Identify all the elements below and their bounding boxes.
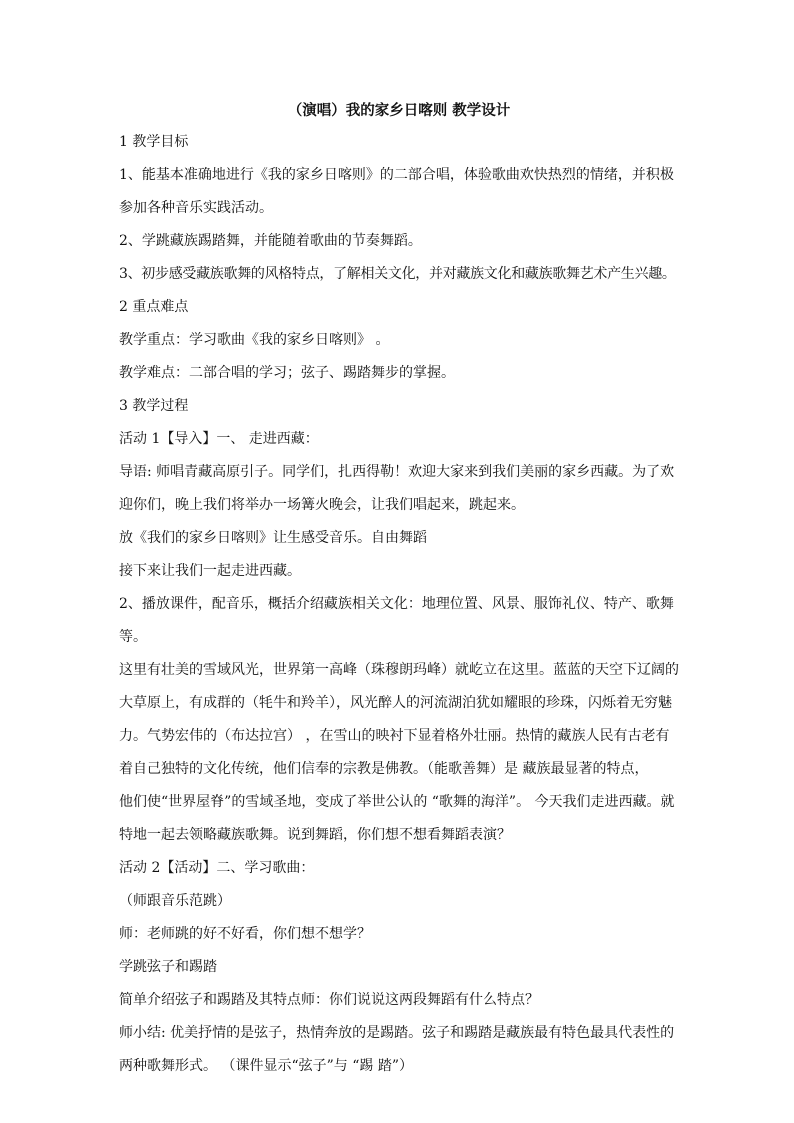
- paragraph-line: 这里有壮美的雪域风光，世界第一高峰（珠穆朗玛峰）就屹立在这里。蓝蓝的天空下辽阔的: [119, 662, 679, 678]
- paragraph-line: 简单介绍弦子和踢踏及其特点师：你们说说这两段舞蹈有什么特点？: [119, 992, 539, 1008]
- paragraph-line: 他们使“世界屋脊”的雪域圣地，变成了举世公认的 “歌舞的海洋”。 今天我们走进西藏。就: [119, 794, 675, 810]
- paragraph-line: 放《我们的家乡日喀则》让生感受音乐。自由舞蹈: [119, 530, 427, 546]
- paragraph-line: 2、学跳藏族踢踏舞，并能随着歌曲的节奏舞蹈。: [119, 233, 422, 249]
- paragraph-line: 力。气势宏伟的（布达拉宫） ，在雪山的映衬下显着格外壮丽。热情的藏族人民有古老有: [119, 728, 670, 744]
- paragraph-line: 等。: [119, 629, 147, 645]
- paragraph-line: 两种歌舞形式。 （课件显示“弦子”与 “踢 踏”）: [119, 1058, 413, 1074]
- section-heading: 1 教学目标: [119, 134, 189, 150]
- paragraph-line: （师跟音乐范跳）: [119, 893, 231, 909]
- paragraph-line: 师：老师跳的好不好看，你们想不想学？: [119, 926, 371, 942]
- paragraph-line: 迎你们，晚上我们将举办一场篝火晚会，让我们唱起来，跳起来。: [119, 497, 525, 513]
- paragraph-line: 参加各种音乐实践活动。: [119, 200, 273, 216]
- paragraph-line: 接下来让我们一起走进西藏。: [119, 563, 301, 579]
- paragraph-line: 大草原上，有成群的（牦牛和羚羊），风光醉人的河流湖泊犹如耀眼的珍珠，闪烁着无穷魅: [119, 695, 672, 711]
- page-title: （演唱）我的家乡日喀则 教学设计: [287, 102, 511, 119]
- paragraph-line: 师小结: 优美抒情的是弦子，热情奔放的是踢踏。弦子和踢踏是藏族最有特色最具代表性的: [119, 1025, 675, 1041]
- paragraph-line: 教学难点：二部合唱的学习；弦子、踢踏舞步的掌握。: [119, 365, 455, 381]
- paragraph-line: 导语: 师唱青藏高原引子。同学们，扎西得勒！欢迎大家来到我们美丽的家乡西藏。为了欢: [119, 464, 675, 480]
- paragraph-line: 教学重点：学习歌曲《我的家乡日喀则》 。: [119, 332, 390, 348]
- document-page: [119, 100, 679, 1083]
- paragraph-line: 着自己独特的文化传统，他们信奉的宗教是佛教。（能歌善舞）是 藏族最显著的特点，: [119, 761, 649, 777]
- paragraph-line: 2、播放课件，配音乐，概括介绍藏族相关文化：地理位置、风景、服饰礼仪、特产、歌舞: [119, 596, 674, 612]
- paragraph-line: 3、初步感受藏族歌舞的风格特点，了解相关文化，并对藏族文化和藏族歌舞艺术产生兴趣。: [119, 266, 676, 282]
- activity-heading: 活动 2【活动】二、学习歌曲：: [119, 860, 315, 876]
- activity-heading: 活动 1【导入】一、 走进西藏：: [119, 431, 319, 447]
- paragraph-line: 学跳弦子和踢踏: [119, 959, 217, 975]
- paragraph-line: 1、能基本准确地进行《我的家乡日喀则》的二部合唱，体验歌曲欢快热烈的情绪，并积极: [119, 167, 674, 183]
- section-heading: 2 重点难点: [119, 299, 189, 315]
- section-heading: 3 教学过程: [119, 398, 189, 414]
- paragraph-line: 特地一起去领略藏族歌舞。说到舞蹈，你们想不想看舞蹈表演？: [119, 827, 511, 843]
